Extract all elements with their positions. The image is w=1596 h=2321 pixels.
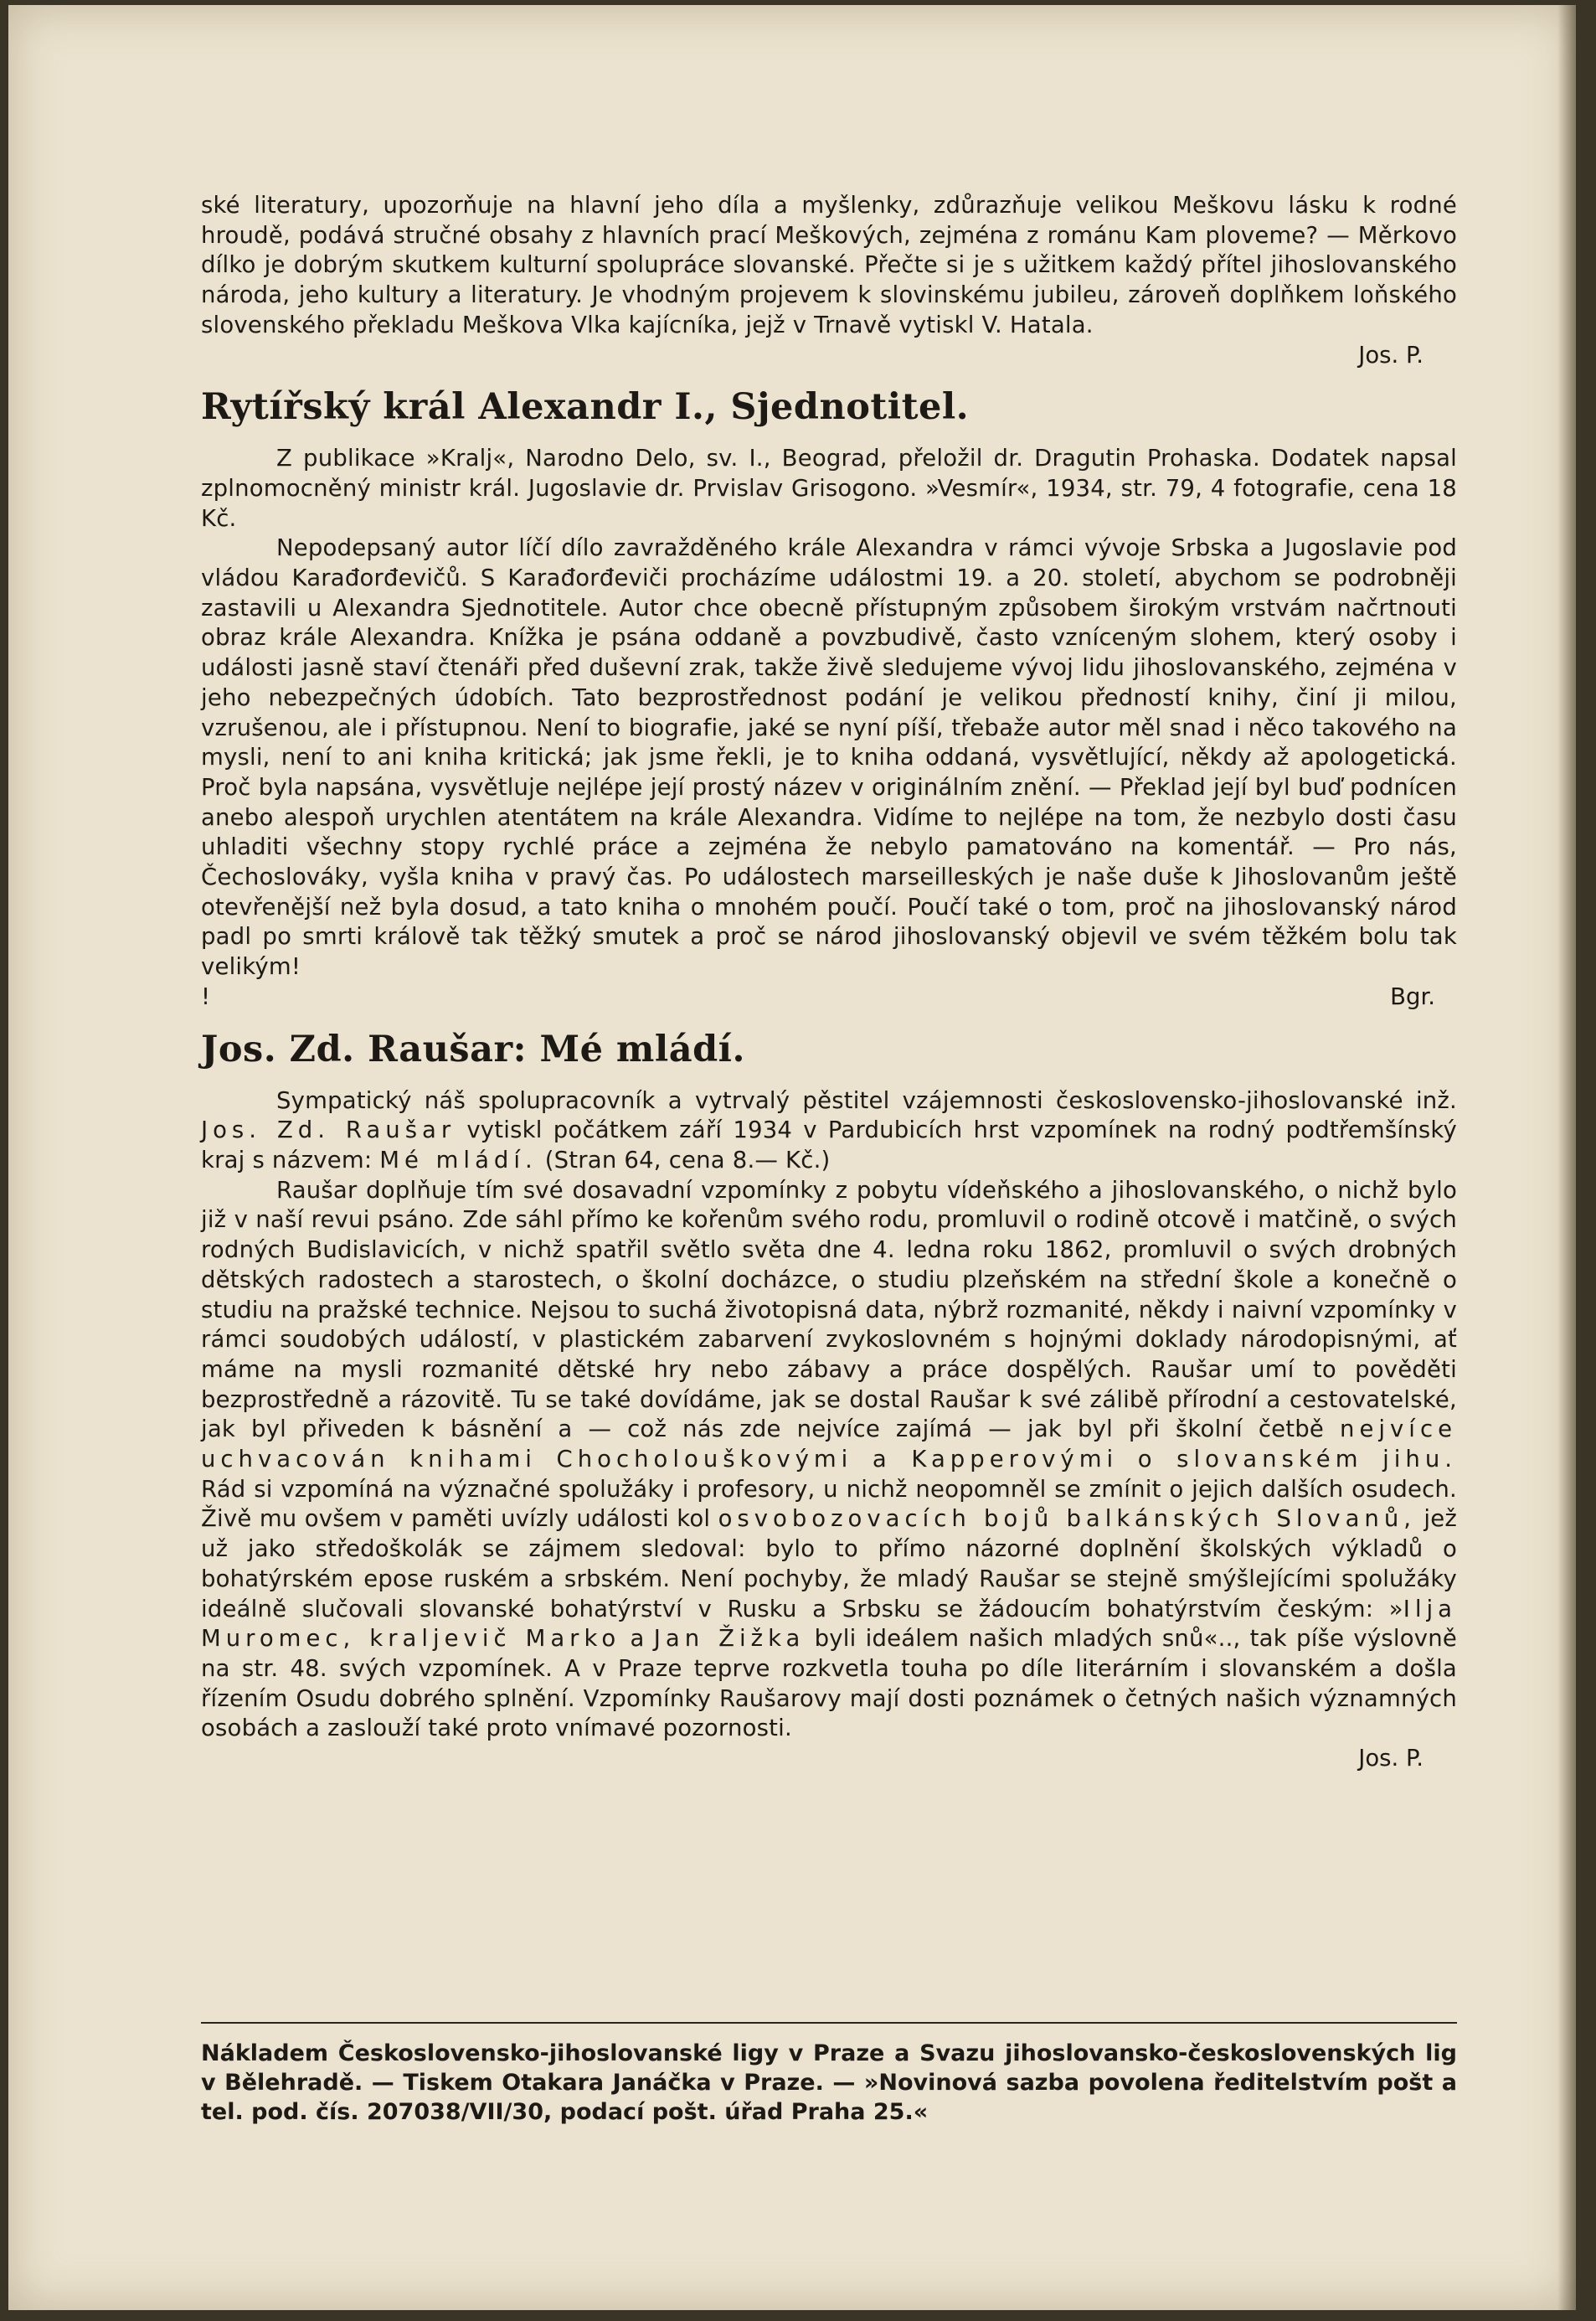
section-heading: Rytířský král Alexandr I., Sjednotitel.: [201, 386, 970, 429]
signature: Jos. P.: [1358, 341, 1424, 369]
divider: [201, 2022, 1457, 2024]
signature: Jos. P.: [1358, 1745, 1424, 1772]
text-run: jež už jako středoškolák se zájmem sledoval: bylo to přímo názorné doplnění školských výkladů o bohatýrském epose ruském a srbském. Není pochyby, že mladý Raušar se stejně smýšlejícími spolužáky ideálně slučovali slovanské bohatýrství v Rusku a Srbsku se žádoucím bohatýrstvím českým: »: [201, 1505, 1457, 1622]
paragraph: Z publikace »Kralj«, Narodno Delo, sv. I., Beograd, přeložil dr. Dragutin Prohaska. Dodatek napsal zplnomocněný ministr král. Jugoslavie dr. Prvislav Grisogono. »Vesmír«, 1934, str. 79, 4 fotografie, cena 18 Kč.: [201, 445, 1457, 532]
text-run: byli ideálem našich mladých snů«.., tak píše výslovně na str. 48. svých vzpomínek. A v Praze teprve rozkvetla touha po díle literárním i slovanském a došla řízením Osudu dobrého splnění. Vzpomínky Raušarovy mají dosti poznámek o četných našich významných osobách a zaslouží také proto vnímavé pozornosti.: [201, 1625, 1457, 1742]
paragraph: Nepodepsaný autor líčí dílo zavražděného krále Alexandra v rámci vývoje Srbska a Jugoslavie pod vládou Karađorđevičů. S Karađorđeviči procházíme událostmi 19. a 20. století, abychom se podrobněji zastavili u Alexandra Sjednotitele. Autor chce obecně přístupným způsobem širokým vrstvám načrtnouti obraz krále Alexandra. Knížka je psána oddaně a povzbudivě, často vzníceným slohem, který osoby i události jasně staví čtenáři před duševní zrak, takže živě sledujeme vývoj lidu jihoslovanského, zejména v jeho nebezpečných údobích. Tato bezprostřednost podání je velikou předností knihy, činí ji milou, vzrušenou, ale i přístupnou. Není to biografie, jaké se nyní píší, třebaže autor měl snad i něco takového na mysli, není to ani kniha kritická; jak jsme řekli, je to kniha oddaná, vysvětlující, někdy až apologetická. Proč byla napsána, vysvětluje nejlépe její prostý název v originálním znění. — Překlad její byl buď podnícen anebo alespoň urychlen atentátem na krále Alexandra. Vidíme to nejlépe na tom, že nezbylo dosti času uhladiti všechny stopy rychlé práce a zejména že nebylo pamatováno na komentář. — Pro nás, Čechoslováky, vyšla kniha v pravý čas. Po událostech marseilleských je naše duše k Jihoslovanům ještě otevřenější než byla dosud, a tato kniha o mnohém poučí. Poučí také o tom, proč na jihoslovanský národ padl po smrti králově tak těžký smutek a proč se národ jihoslovanský objevil ve svém těžkém bolu tak velikým!: [201, 534, 1457, 981]
publisher-imprint: Nákladem Československo-jihoslovanské ligy v Praze a Svazu jihoslovansko-československých lig v Bělehradě. — Tiskem Otakara Janáčka v Praze. — »Novinová sazba povolena ředitelstvím pošt a tel. pod. čís. 207038/VII/30, podací pošt. úřad Praha 25.«: [201, 2040, 1457, 2125]
spaced-title: Mé mládí.: [379, 1146, 538, 1173]
signature-row: [201, 983, 1457, 1013]
text-run: Sympatický náš spolupracovník a vytrvalý pěstitel vzájemnosti československo-jihoslovanské inž.: [276, 1086, 1457, 1114]
paragraph: [201, 1086, 1457, 1176]
signature: Bgr.: [1390, 983, 1435, 1010]
spaced-emphasis: Ilja Muromec, kraljevič Marko: [201, 1595, 1457, 1653]
paragraph: ské literatury, upozorňuje na hlavní jeho díla a myšlenky, zdůrazňuje velikou Meškovu lásku k rodné hroudě, podává stručné obsahy z hlavních prací Meškových, zejména z románu Kam ploveme? — Měrkovo dílko je dobrým skutkem kulturní spolupráce slovanské. Přečte si je s užitkem každý přítel jihoslovanského národa, jeho kultury a literatury. Je vhodným projevem k slovinskému jubileu, zároveň doplňkem loňského slovenského překladu Meškova Vlka kajícníka, jejž v Trnavě vytiskl V. Hatala.: [201, 192, 1457, 338]
page: [8, 5, 1576, 2310]
spaced-emphasis: Jan Žižka: [653, 1625, 806, 1653]
text-run: a: [630, 1625, 645, 1653]
text-run: vytiskl počátkem září 1934 v Pardubicích hrst vzpomínek na rodný podtřemšínský kraj s názvem:: [201, 1117, 1458, 1173]
spaced-emphasis: osvobozovacích bojů balkánských Slovanů,: [718, 1505, 1417, 1533]
article-body: [201, 191, 1457, 1774]
text-run: Raušar doplňuje tím své dosavadní vzpomínky z pobytu vídeňského a jihoslovanského, o nichž bylo již v naší revui psáno. Zde sáhl přímo ke kořenům svého rodu, promluvil o rodině otcově i matčině, o svých rodných Budislavicích, v nichž spatřil světlo světa dne 4. ledna roku 1862, promluvil o svých drobných dětských radostech a starostech, o školní docházce, o studiu plzeňském na střední škole a konečně o studiu na pražské technice. Nejsou to suchá životopisná data, nýbrž rozmanité, někdy i naivní vzpomínky v rámci soudobých událostí, v plastickém zabarvení zvykoslovném s hojnými doklady národopisnými, ať máme na mysli rozmanité dětské hry nebo zábavy a práce dospělých. Raušar umí to pověděti bezprostředně a rázovitě. Tu se také dovídáme, jak se dostal Raušar k své zálibě přírodní a cestovatelské, jak byl přiveden k básnění a — což nás zde nejvíce zajímá — jak byl při školní četbě: [201, 1176, 1457, 1443]
section-heading: Jos. Zd. Raušar: Mé mládí.: [201, 1028, 745, 1070]
spaced-emphasis: nejvíce uchvacován knihami Chocholouškovými a Kapperovými o slovanském jihu.: [201, 1416, 1457, 1473]
spaced-name: Jos. Zd. Raušar: [201, 1117, 456, 1144]
paragraph: [201, 1176, 1457, 1744]
text-run: Rád si vzpomíná na význačné spolužáky i profesory, u nichž neopomněl se zmínit o jejich dalších osudech. Živě mu ovšem v paměti uvízly události kol: [201, 1475, 1457, 1533]
text-run: (Stran 64, cena 8.— Kč.): [544, 1146, 831, 1173]
stray-mark: !: [201, 983, 211, 1010]
